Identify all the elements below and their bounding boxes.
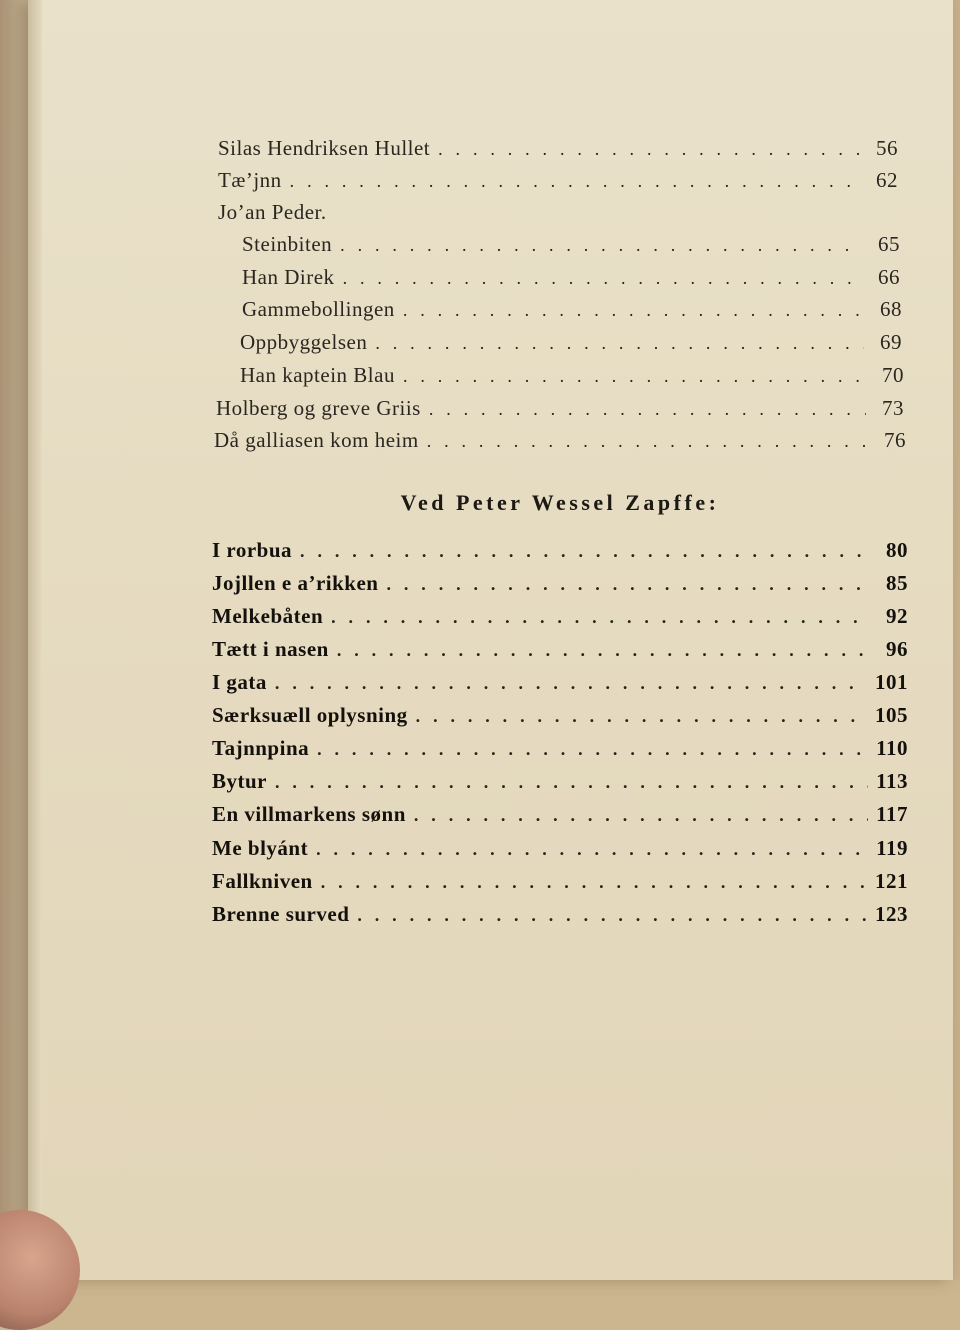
toc-entry — [240, 330, 902, 355]
toc-entry-page: 117 — [876, 802, 908, 826]
toc-entry-page: 65 — [878, 232, 900, 256]
dot-leader — [340, 235, 862, 256]
toc-entry — [212, 571, 908, 596]
toc-entry — [212, 670, 908, 695]
toc-entry-title: Oppbyggelsen — [240, 330, 368, 354]
toc-entry — [212, 769, 908, 794]
toc-entry-title: Tæ’jnn — [218, 168, 282, 192]
toc-entry-title: Han kaptein Blau — [240, 363, 395, 387]
dot-leader — [427, 431, 868, 452]
dot-leader — [275, 772, 868, 793]
dot-leader — [316, 839, 868, 860]
toc-entry-title: Holberg og greve Griis — [216, 396, 421, 420]
toc-entry — [242, 232, 900, 257]
toc-entry-page: 68 — [880, 297, 902, 321]
toc-entry — [240, 363, 904, 388]
toc-entry-page: 56 — [876, 136, 898, 160]
toc-entry-page: 70 — [882, 363, 904, 387]
dot-leader — [387, 574, 871, 595]
dot-leader — [429, 399, 866, 420]
toc-entry-title: Me blyánt — [212, 836, 309, 860]
toc-entry — [216, 396, 904, 421]
dot-leader — [357, 905, 867, 926]
toc-entry-page: 62 — [876, 168, 898, 192]
dot-leader — [343, 268, 862, 289]
toc-entry-page: 80 — [886, 538, 908, 562]
toc-entry — [214, 428, 906, 453]
toc-entry-page: 69 — [880, 330, 902, 354]
toc-entry-title: Tætt i nasen — [212, 637, 329, 661]
toc-entry-title: Melkebåten — [212, 604, 324, 628]
toc-entry-page: 96 — [886, 637, 908, 661]
toc-entry — [212, 836, 908, 861]
toc-entry — [242, 265, 900, 290]
toc-entry-page: 85 — [886, 571, 908, 595]
dot-leader — [403, 300, 864, 321]
toc-entry — [218, 200, 898, 225]
toc-entry-title: I gata — [212, 670, 267, 694]
toc-entry — [218, 168, 898, 193]
toc-entry-page: 92 — [886, 604, 908, 628]
toc-entry-title: Steinbiten — [242, 232, 333, 256]
section-heading: Ved Peter Wessel Zapffe: — [400, 490, 720, 515]
toc-entry — [242, 297, 902, 322]
toc-entry-title: Fallkniven — [212, 869, 313, 893]
toc-entry-title: Jojllen e a’rikken — [212, 571, 379, 595]
toc-entry — [212, 802, 908, 827]
dot-leader — [403, 366, 866, 387]
dot-leader — [321, 872, 867, 893]
toc-entry-title: Tajnnpina — [212, 736, 310, 760]
dot-leader — [337, 640, 870, 661]
toc-entry-title: Bytur — [212, 769, 267, 793]
dot-leader — [275, 673, 867, 694]
toc-entry-page: 76 — [884, 428, 906, 452]
toc-entry-title: Silas Hendriksen Hullet — [218, 136, 431, 160]
toc-entry-title: En villmarkens sønn — [212, 802, 406, 826]
toc-entry-page: 105 — [875, 703, 908, 727]
toc-entry — [212, 604, 908, 629]
dot-leader — [300, 541, 870, 562]
dot-leader — [375, 333, 864, 354]
toc-entry-page: 119 — [876, 836, 908, 860]
toc-entry-page: 113 — [876, 769, 908, 793]
toc-entry — [212, 637, 908, 662]
toc-entry — [212, 902, 908, 927]
toc-entry — [212, 538, 908, 563]
toc-entry-page: 66 — [878, 265, 900, 289]
toc-entry — [212, 869, 908, 894]
toc-entry-title: Særksuæll oplysning — [212, 703, 408, 727]
toc-entry-page: 121 — [875, 869, 908, 893]
dot-leader — [414, 805, 868, 826]
toc-entry-title: I rorbua — [212, 538, 293, 562]
toc-entry-title: Då galliasen kom heim — [214, 428, 419, 452]
toc-entry-title: Han Direk — [242, 265, 335, 289]
toc-entry — [218, 136, 898, 161]
toc-entry-page: 123 — [875, 902, 908, 926]
toc-entry-title: Jo’an Peder. — [218, 200, 327, 224]
toc-entry-page: 101 — [875, 670, 908, 694]
toc-entry — [212, 703, 908, 728]
dot-leader — [290, 171, 860, 192]
toc-entry — [212, 736, 908, 761]
toc-entry-page: 110 — [876, 736, 908, 760]
dot-leader — [331, 607, 870, 628]
toc-entry-title: Brenne surved — [212, 902, 350, 926]
dot-leader — [438, 139, 860, 160]
toc-entry-page: 73 — [882, 396, 904, 420]
dot-leader — [317, 739, 868, 760]
dot-leader — [416, 706, 867, 727]
toc-entry-title: Gammebollingen — [242, 297, 395, 321]
